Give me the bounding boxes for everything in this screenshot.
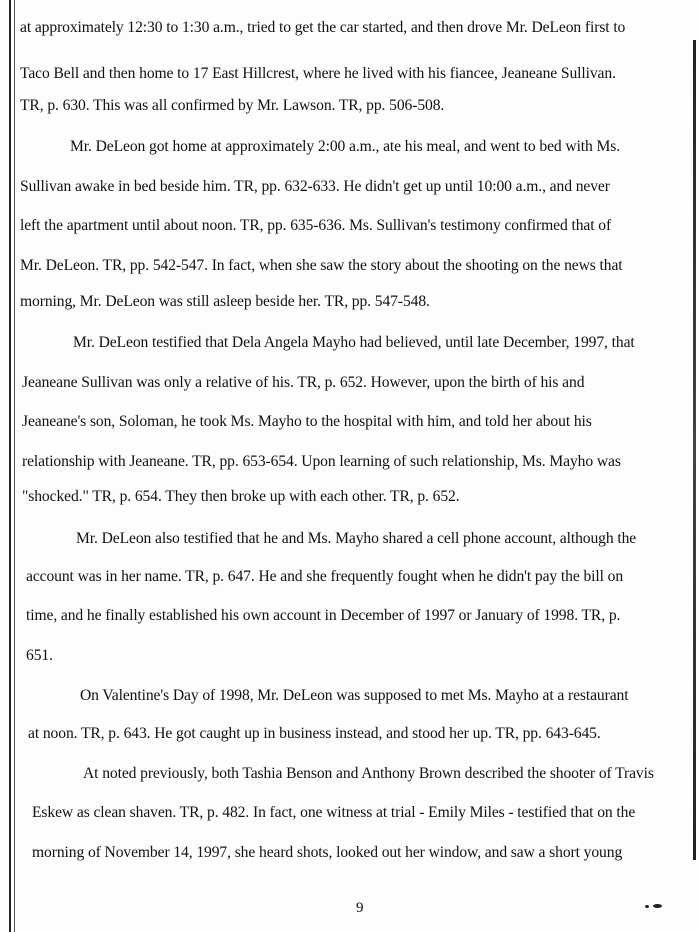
scan-artifact bbox=[645, 903, 665, 909]
text-line: Mr. DeLeon got home at approximately 2:00 a.m., ate his meal, and went to bed with Ms. bbox=[70, 138, 621, 155]
text-line: Mr. DeLeon. TR, pp. 542-547. In fact, when she saw the story about the shooting on the news that bbox=[20, 257, 623, 274]
left-margin-rule bbox=[9, 0, 11, 932]
text-line: Taco Bell and then home to 17 East Hillcrest, where he lived with his fiancee, Jeaneane Sullivan. bbox=[20, 65, 616, 82]
text-line: Sullivan awake in bed beside him. TR, pp. 632-633. He didn't get up until 10:00 a.m., and never bbox=[20, 178, 610, 195]
text-line: Jeaneane Sullivan was only a relative of his. TR, p. 652. However, upon the birth of his and bbox=[22, 374, 585, 391]
text-line: Eskew as clean shaven. TR, p. 482. In fact, one witness at trial - Emily Miles - testified that on the bbox=[32, 804, 636, 821]
text-line: "shocked." TR, p. 654. They then broke up with each other. TR, p. 652. bbox=[22, 488, 460, 505]
text-line: account was in her name. TR, p. 647. He and she frequently fought when he didn't pay the bill on bbox=[26, 568, 624, 585]
page-number: 9 bbox=[356, 900, 364, 916]
text-line: relationship with Jeaneane. TR, pp. 653-654. Upon learning of such relationship, Ms. Mayho was bbox=[22, 453, 621, 470]
text-line: Mr. DeLeon testified that Dela Angela Mayho had believed, until late December, 1997, that bbox=[73, 334, 635, 351]
text-line: morning of November 14, 1997, she heard shots, looked out her window, and saw a short young bbox=[32, 844, 623, 861]
text-line: Mr. DeLeon also testified that he and Ms. Mayho shared a cell phone account, although the bbox=[76, 530, 637, 547]
text-line: left the apartment until about noon. TR, pp. 635-636. Ms. Sullivan's testimony confirmed that of bbox=[20, 217, 612, 234]
left-margin-rule-inner bbox=[14, 0, 15, 932]
text-line: At noted previously, both Tashia Benson and Anthony Brown described the shooter of Travis bbox=[83, 765, 654, 782]
text-line: 651. bbox=[26, 647, 53, 664]
right-scan-edge bbox=[693, 40, 696, 860]
text-line: time, and he finally established his own account in December of 1997 or January of 1998. TR, p. bbox=[26, 607, 621, 624]
text-line: TR, p. 630. This was all confirmed by Mr. Lawson. TR, pp. 506-508. bbox=[20, 97, 445, 114]
text-line: at approximately 12:30 to 1:30 a.m., tried to get the car started, and then drove Mr. DeLeon first to bbox=[20, 19, 626, 36]
text-line: morning, Mr. DeLeon was still asleep beside her. TR, pp. 547-548. bbox=[20, 293, 430, 310]
text-line: Jeaneane's son, Soloman, he took Ms. Mayho to the hospital with him, and told her about his bbox=[22, 413, 592, 430]
text-line: On Valentine's Day of 1998, Mr. DeLeon was supposed to met Ms. Mayho at a restaurant bbox=[80, 687, 629, 704]
text-line: at noon. TR, p. 643. He got caught up in business instead, and stood her up. TR, pp. 643-645. bbox=[28, 725, 601, 742]
